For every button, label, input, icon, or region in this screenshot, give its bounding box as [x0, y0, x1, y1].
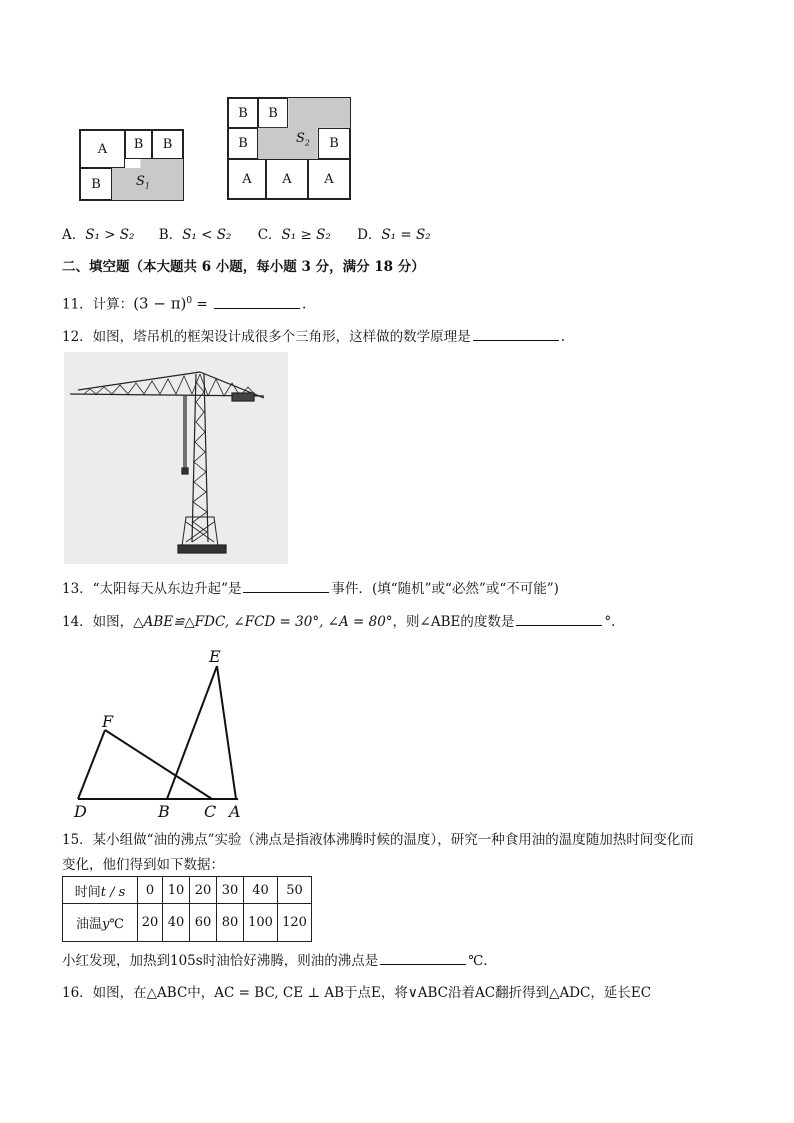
q11-expr: (3 − π): [133, 294, 187, 313]
section-heading: 二、填空题（本大题共 6 小题，每小题 3 分，满分 18 分）: [62, 259, 425, 275]
q11-prefix: 11．计算：: [62, 296, 134, 313]
table-header-temp: 油温y℃: [63, 904, 138, 942]
table-cell: 20: [190, 877, 217, 904]
s2-cell-b2: [258, 98, 288, 128]
question-13: [62, 578, 559, 598]
table-header-time: 时间t / s: [63, 877, 138, 904]
table-cell: 40: [163, 904, 190, 942]
cell-label: A: [97, 141, 108, 157]
q12-text: 12．如图，塔吊机的框架设计成很多个三角形，这样做的数学原理是: [62, 329, 471, 345]
label-e: E: [209, 647, 221, 666]
cell-label: B: [162, 137, 173, 152]
s2-cell-a3: [308, 159, 350, 199]
question-11: [62, 292, 306, 314]
table-cell: 60: [190, 904, 217, 942]
q12-answer-blank[interactable]: [473, 326, 559, 341]
q15-after-suffix: ℃.: [468, 953, 488, 969]
s1-label: $S_1$: [136, 174, 150, 191]
q15-data-table: [62, 876, 312, 942]
option-c: C．S₁ ≥ S₂: [257, 227, 331, 243]
table-cell: 20: [138, 904, 163, 942]
table-row: [63, 877, 312, 904]
q13-suffix: 事件．(填“随机”或“必然”或“不可能”): [331, 581, 559, 597]
q11-answer-blank[interactable]: [214, 294, 300, 309]
q11-end: .: [302, 296, 307, 313]
question-16: 16．如图，在△ABC中，AC = BC, CE ⊥ AB于点E，将∨ABC沿着AC翻折得到△ADC，延长EC: [62, 985, 652, 1001]
cell-label: B: [238, 136, 248, 151]
table-cell: 50: [278, 877, 312, 904]
q14-answer-blank[interactable]: [516, 611, 602, 626]
label-c: C: [204, 802, 217, 821]
s1-cell-a: [80, 130, 125, 168]
label-b: B: [158, 802, 170, 821]
s1-cell-b1: [125, 130, 152, 159]
cell-label: B: [329, 136, 339, 151]
q13-prefix: 13．“太阳每天从东边升起”是: [62, 581, 242, 597]
q11-eq: =: [192, 296, 213, 313]
question-12: [62, 326, 565, 346]
line-ea: [217, 666, 236, 799]
option-d: D．S₁ = S₂: [357, 227, 431, 243]
table-cell: 10: [163, 877, 190, 904]
label-d: D: [74, 802, 87, 821]
figure-s2: [227, 97, 351, 200]
q12-end: .: [560, 329, 565, 345]
crane-photo: [64, 352, 288, 564]
table-cell: 120: [278, 904, 312, 942]
cell-label: B: [238, 105, 248, 121]
s2-label: $S_2$: [296, 131, 310, 148]
question-15-ask: [62, 950, 488, 970]
q10-options: [62, 226, 431, 244]
q15-after-prefix: 小红发现，加热到105s时油恰好沸腾，则油的沸点是: [62, 953, 379, 969]
figure-s1: [79, 129, 184, 201]
q13-answer-blank[interactable]: [243, 578, 329, 593]
cell-label: B: [268, 105, 278, 121]
s2-cell-b3: [228, 128, 258, 159]
option-b: B．S₁ < S₂: [158, 227, 232, 243]
s2-cell-b4: [318, 128, 350, 159]
table-row: [63, 904, 312, 942]
table-cell: 100: [244, 904, 278, 942]
cell-label: A: [282, 171, 292, 187]
q14-end: °.: [604, 614, 616, 630]
question-14: [62, 611, 615, 631]
s1-cell-b3: [80, 168, 112, 200]
table-cell: 40: [244, 877, 278, 904]
q14-prefix: 14．如图，: [62, 614, 134, 630]
label-f: F: [102, 712, 114, 731]
q14-condition: △ABE≌△FDC, ∠FCD = 30°, ∠A = 80°: [133, 614, 393, 630]
line-fc: [105, 730, 212, 799]
s2-cell-b1: [228, 98, 258, 128]
q14-mid: ，则∠ABE的度数是: [392, 614, 515, 630]
cell-label: B: [133, 137, 144, 152]
s2-cell-a1: [228, 159, 266, 199]
q15-answer-blank[interactable]: [380, 950, 466, 965]
line-df: [78, 730, 105, 799]
q14-triangle-figure: [66, 644, 256, 824]
cell-label: A: [324, 171, 334, 187]
table-cell: 30: [217, 877, 244, 904]
option-a: A．S₁ > S₂: [62, 227, 135, 243]
question-15-line2: 变化，他们得到如下数据：: [62, 857, 224, 873]
cell-label: A: [242, 171, 252, 187]
cell-label: B: [91, 176, 101, 192]
question-15-line1: 15．某小组做“油的沸点”实验（沸点是指液体沸腾时候的温度），研究一种食用油的温度随加热时间变化而: [62, 832, 694, 848]
crane-icon: [64, 352, 288, 564]
table-cell: 0: [138, 877, 163, 904]
q11-exp: 0: [186, 296, 193, 306]
triangle-diagram: [66, 644, 256, 824]
line-be: [167, 666, 217, 799]
label-a: A: [229, 802, 241, 821]
s1-cell-b2: [152, 130, 183, 159]
table-cell: 80: [217, 904, 244, 942]
s2-cell-a2: [266, 159, 308, 199]
